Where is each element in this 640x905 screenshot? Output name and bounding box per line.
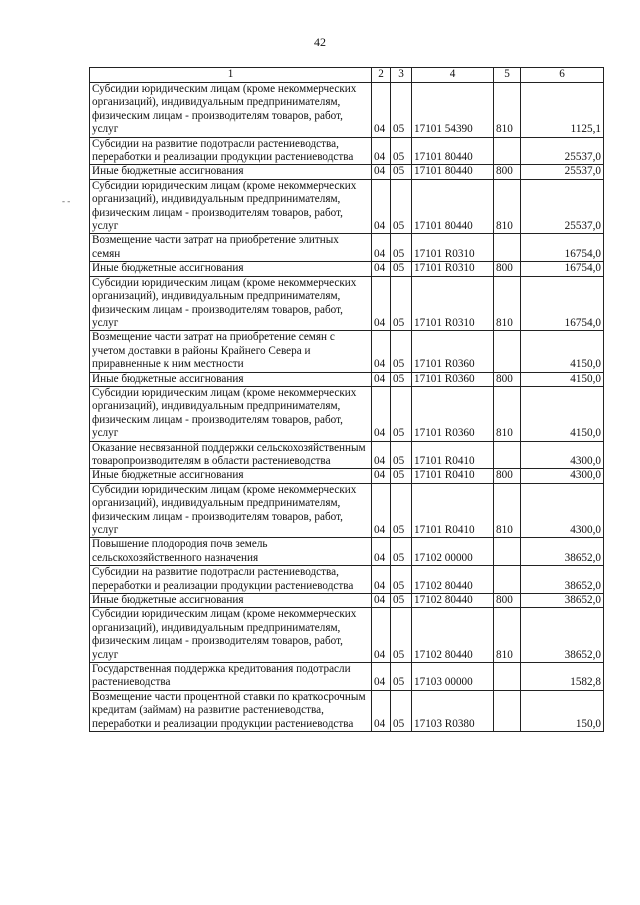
row-amount: 38652,0 (521, 566, 604, 594)
table-row (90, 566, 604, 594)
row-expense-type: 800 (494, 262, 521, 276)
row-target-code: 17101 R0310 (412, 276, 494, 331)
row-section: 04 (372, 441, 391, 469)
header-col-3: 3 (391, 68, 412, 83)
table-row (90, 372, 604, 386)
header-col-2: 2 (372, 68, 391, 83)
row-name: Иные бюджетные ассигнования (90, 372, 372, 386)
row-subsection: 05 (391, 262, 412, 276)
row-name: Возмещение части затрат на приобретение семян с учетом доставки в районы Крайнего Севера и приравненные к ним местности (90, 331, 372, 372)
table-row (90, 386, 604, 441)
row-name: Государственная поддержка кредитования подотрасли растениеводства (90, 663, 372, 691)
row-section: 04 (372, 372, 391, 386)
row-amount: 38652,0 (521, 608, 604, 663)
budget-table (89, 67, 604, 732)
table-row (90, 441, 604, 469)
row-section: 04 (372, 663, 391, 691)
row-section: 04 (372, 83, 391, 138)
header-col-1: 1 (90, 68, 372, 83)
table-row (90, 663, 604, 691)
row-target-code: 17102 80440 (412, 566, 494, 594)
row-expense-type (494, 441, 521, 469)
row-name: Субсидии на развитие подотрасли растениеводства, переработки и реализации продукции растениеводства (90, 137, 372, 165)
row-subsection: 05 (391, 386, 412, 441)
row-section: 04 (372, 566, 391, 594)
table-row (90, 331, 604, 372)
row-target-code: 17101 R0310 (412, 262, 494, 276)
row-section: 04 (372, 165, 391, 179)
row-section: 04 (372, 137, 391, 165)
row-amount: 25537,0 (521, 179, 604, 234)
row-target-code: 17103 00000 (412, 663, 494, 691)
row-amount: 1125,1 (521, 83, 604, 138)
row-name: Иные бюджетные ассигнования (90, 469, 372, 483)
row-section: 04 (372, 234, 391, 262)
row-section: 04 (372, 594, 391, 608)
row-amount: 4150,0 (521, 372, 604, 386)
row-expense-type: 810 (494, 386, 521, 441)
table-row (90, 137, 604, 165)
row-target-code: 17101 R0360 (412, 386, 494, 441)
row-target-code: 17102 00000 (412, 538, 494, 566)
scan-artifact: - - (62, 196, 71, 206)
row-name: Субсидии юридическим лицам (кроме некоммерческих организаций), индивидуальным предпринимателям, физическим лицам - производителям товаров, работ, услуг (90, 276, 372, 331)
row-subsection: 05 (391, 663, 412, 691)
row-subsection: 05 (391, 469, 412, 483)
row-amount: 4300,0 (521, 483, 604, 538)
row-expense-type: 810 (494, 483, 521, 538)
row-subsection: 05 (391, 608, 412, 663)
row-target-code: 17101 R0410 (412, 483, 494, 538)
row-name: Иные бюджетные ассигнования (90, 165, 372, 179)
row-section: 04 (372, 469, 391, 483)
row-target-code: 17101 80440 (412, 137, 494, 165)
row-section: 04 (372, 608, 391, 663)
row-name: Иные бюджетные ассигнования (90, 594, 372, 608)
row-expense-type (494, 137, 521, 165)
row-amount: 150,0 (521, 690, 604, 731)
row-expense-type: 800 (494, 165, 521, 179)
header-col-6: 6 (521, 68, 604, 83)
row-name: Субсидии юридическим лицам (кроме некоммерческих организаций), индивидуальным предпринимателям, физическим лицам - производителям товаров, работ, услуг (90, 608, 372, 663)
row-subsection: 05 (391, 276, 412, 331)
row-name: Оказание несвязанной поддержки сельскохозяйственным товаропроизводителям в области растениеводства (90, 441, 372, 469)
row-target-code: 17101 R0410 (412, 441, 494, 469)
table-row (90, 165, 604, 179)
row-subsection: 05 (391, 234, 412, 262)
row-subsection: 05 (391, 483, 412, 538)
row-section: 04 (372, 262, 391, 276)
row-subsection: 05 (391, 538, 412, 566)
row-target-code: 17101 80440 (412, 179, 494, 234)
row-subsection: 05 (391, 179, 412, 234)
header-col-5: 5 (494, 68, 521, 83)
row-name: Субсидии юридическим лицам (кроме некоммерческих организаций), индивидуальным предпринимателям, физическим лицам - производителям товаров, работ, услуг (90, 83, 372, 138)
row-subsection: 05 (391, 372, 412, 386)
row-section: 04 (372, 483, 391, 538)
row-target-code: 17101 R0360 (412, 372, 494, 386)
row-subsection: 05 (391, 83, 412, 138)
row-expense-type: 800 (494, 594, 521, 608)
row-amount: 16754,0 (521, 276, 604, 331)
table-row (90, 608, 604, 663)
row-subsection: 05 (391, 441, 412, 469)
row-expense-type: 800 (494, 469, 521, 483)
row-name: Возмещение части затрат на приобретение элитных семян (90, 234, 372, 262)
row-name: Повышение плодородия почв земель сельскохозяйственного назначения (90, 538, 372, 566)
table-header-row (90, 68, 604, 83)
row-expense-type: 800 (494, 372, 521, 386)
table-row (90, 262, 604, 276)
row-target-code: 17101 54390 (412, 83, 494, 138)
row-name: Субсидии юридическим лицам (кроме некоммерческих организаций), индивидуальным предпринимателям, физическим лицам - производителям товаров, работ, услуг (90, 386, 372, 441)
row-expense-type: 810 (494, 179, 521, 234)
row-amount: 38652,0 (521, 594, 604, 608)
row-target-code: 17101 R0410 (412, 469, 494, 483)
row-expense-type (494, 234, 521, 262)
table-body (90, 83, 604, 732)
page-number: 42 (314, 35, 326, 49)
table-row (90, 538, 604, 566)
row-target-code: 17101 80440 (412, 165, 494, 179)
row-name: Субсидии юридическим лицам (кроме некоммерческих организаций), индивидуальным предпринимателям, физическим лицам - производителям товаров, работ, услуг (90, 483, 372, 538)
row-section: 04 (372, 538, 391, 566)
row-expense-type (494, 566, 521, 594)
row-target-code: 17102 80440 (412, 594, 494, 608)
row-subsection: 05 (391, 566, 412, 594)
row-subsection: 05 (391, 331, 412, 372)
table-row (90, 179, 604, 234)
row-section: 04 (372, 276, 391, 331)
row-section: 04 (372, 331, 391, 372)
table-row (90, 483, 604, 538)
row-expense-type (494, 690, 521, 731)
table-row (90, 690, 604, 731)
row-expense-type (494, 538, 521, 566)
row-target-code: 17103 R0380 (412, 690, 494, 731)
row-amount: 25537,0 (521, 137, 604, 165)
row-amount: 38652,0 (521, 538, 604, 566)
row-name: Возмещение части процентной ставки по краткосрочным кредитам (займам) на развитие растениеводства, переработки и реализации продукции растениеводства (90, 690, 372, 731)
row-target-code: 17102 80440 (412, 608, 494, 663)
table-row (90, 83, 604, 138)
row-expense-type: 810 (494, 608, 521, 663)
row-subsection: 05 (391, 165, 412, 179)
table-row (90, 469, 604, 483)
row-amount: 25537,0 (521, 165, 604, 179)
row-name: Субсидии на развитие подотрасли растениеводства, переработки и реализации продукции растениеводства (90, 566, 372, 594)
row-amount: 4300,0 (521, 469, 604, 483)
row-section: 04 (372, 386, 391, 441)
row-amount: 16754,0 (521, 262, 604, 276)
row-section: 04 (372, 690, 391, 731)
row-amount: 16754,0 (521, 234, 604, 262)
row-target-code: 17101 R0360 (412, 331, 494, 372)
row-subsection: 05 (391, 594, 412, 608)
row-name: Иные бюджетные ассигнования (90, 262, 372, 276)
table-row (90, 594, 604, 608)
row-name: Субсидии юридическим лицам (кроме некоммерческих организаций), индивидуальным предпринимателям, физическим лицам - производителям товаров, работ, услуг (90, 179, 372, 234)
row-section: 04 (372, 179, 391, 234)
row-expense-type (494, 663, 521, 691)
row-expense-type: 810 (494, 276, 521, 331)
row-expense-type (494, 331, 521, 372)
row-amount: 1582,8 (521, 663, 604, 691)
header-col-4: 4 (412, 68, 494, 83)
row-expense-type: 810 (494, 83, 521, 138)
table-row (90, 276, 604, 331)
row-subsection: 05 (391, 137, 412, 165)
row-amount: 4150,0 (521, 386, 604, 441)
row-target-code: 17101 R0310 (412, 234, 494, 262)
row-amount: 4150,0 (521, 331, 604, 372)
row-amount: 4300,0 (521, 441, 604, 469)
table-row (90, 234, 604, 262)
row-subsection: 05 (391, 690, 412, 731)
